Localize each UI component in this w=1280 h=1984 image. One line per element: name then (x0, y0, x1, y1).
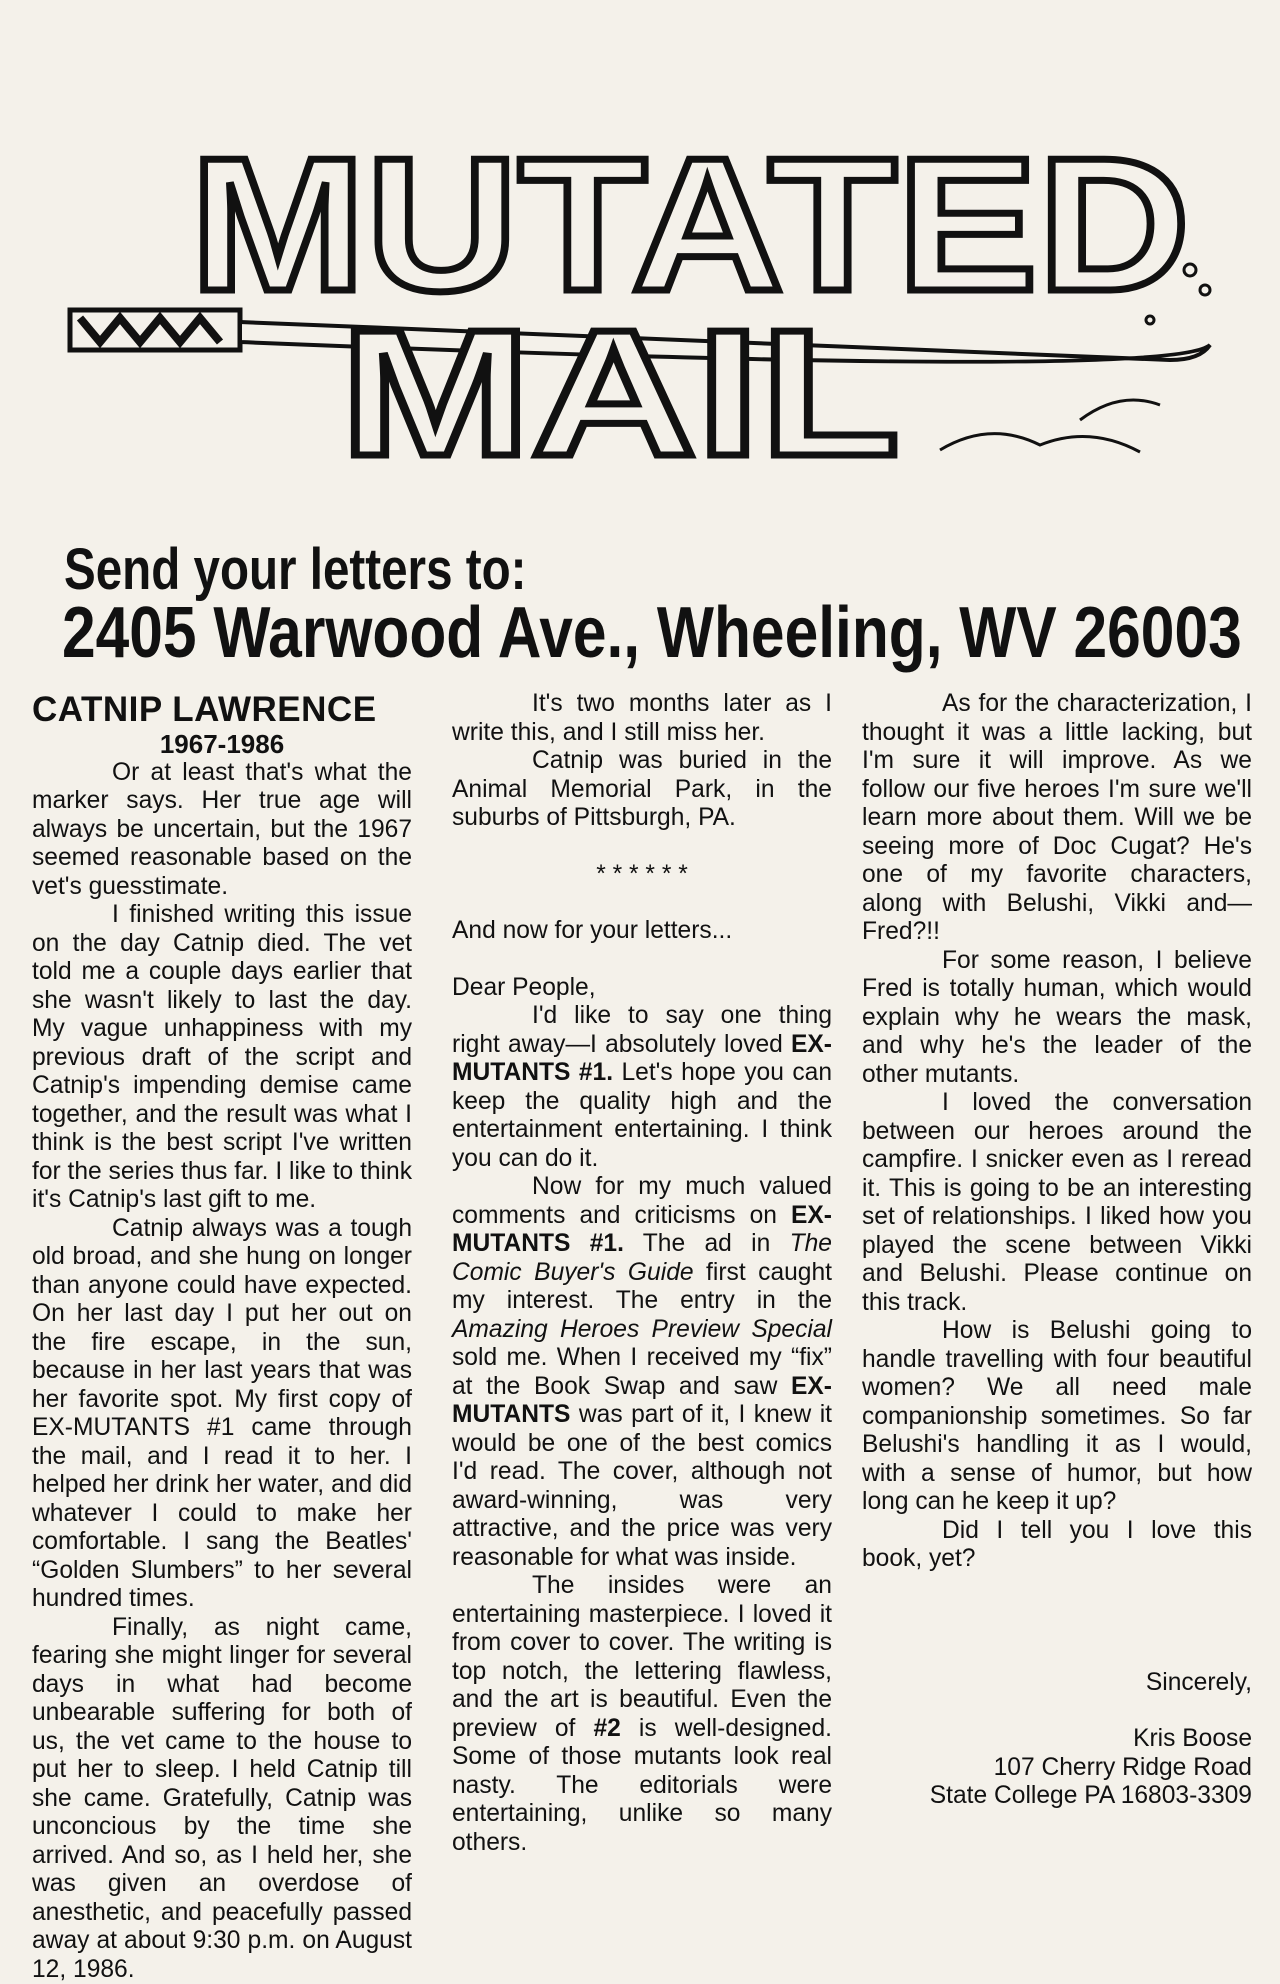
letter-paragraph: The insides were an entertaining masterpiece. I loved it from cover to cover. The writing is top notch, the lettering flawless, and the art is beautiful. Even the preview of #2 is well-designed. Some of those mutants look real nasty. The editorials were entertaining, unlike so many others. (452, 1572, 832, 1857)
send-letters-heading: Send your letters to: (64, 536, 526, 603)
obituary-paragraph: Finally, as night came, fearing she might linger for several days in what had become unbearable suffering for both of us, the vet came to the house to put her to sleep. I held Catnip till she came. Gratefully, Catnip was unconcious by the time she arrived. And so, as I held her, she was given an overdose of anesthetic, and peacefully passed away at about 9:30 p.m. on August 12, 1986. (32, 1614, 412, 1984)
letter-author-city: State College PA 16803-3309 (862, 1782, 1252, 1811)
letter-paragraph: I loved the conversation between our heroes around the campfire. I snicker even as I reread it. This is going to be an interesting set of relationships. I liked how you played the scene between Vikki and Belushi. Please continue on this track. (862, 1089, 1252, 1317)
column-2-content (452, 690, 832, 1857)
obituary-paragraph: Catnip always was a tough old broad, and she hung on longer than anyone could have expected. On her last day I put her out on the fire escape, in the sun, because in her last years that was her favorite spot. My first copy of EX-MUTANTS #1 came through the mail, and I read it to her. I helped her drink her water, and did whatever I could to make her comfortable. I sang the Beatles' “Golden Slumbers” to her several hundred times. (32, 1215, 412, 1614)
obituary-title: CATNIP LAWRENCE (32, 690, 412, 730)
letter-closing: Sincerely, (862, 1669, 1252, 1698)
logo-line2: MAIL (340, 293, 900, 490)
obituary-years: 1967-1986 (32, 730, 412, 759)
letter-paragraph: Now for my much valued comments and criticisms on EX-MUTANTS #1. The ad in The Comic Buyer's Guide first caught my interest. The entry in the Amazing Heroes Preview Special sold me. When I received my “fix” at the Book Swap and saw EX-MUTANTS was part of it, I knew it would be one of the best comics I'd read. The cover, although not award-winning, was very attractive, and the price was very reasonable for what was inside. (452, 1173, 832, 1572)
column-3 (862, 690, 1252, 1811)
obituary-paragraph: Or at least that's what the marker says. Her true age will always be uncertain, but the 1967 seemed reasonable based on the vet's guesstimate. (32, 759, 412, 902)
letter-paragraph: Did I tell you I love this book, yet? (862, 1517, 1252, 1574)
letter-paragraph: How is Belushi going to handle travelling with four beautiful women? We all need male companionship sometimes. So far Belushi's handling it as I would, with a sense of humor, but how long can he keep it up? (862, 1317, 1252, 1517)
letter-salutation: Dear People, (452, 974, 832, 1003)
mailing-address: 2405 Warwood Ave., Wheeling, WV 26003 (62, 592, 1242, 674)
letter-paragraph: As for the characterization, I thought it was a little lacking, but I'm sure it will improve. As we follow our five heroes I'm sure we'll learn more about them. Will we be seeing more of Doc Cugat? He's one of my favorite characters, along with Belushi, Vikki and—Fred?!! (862, 690, 1252, 947)
obituary-paragraph: Catnip was buried in the Animal Memorial Park, in the suburbs of Pittsburgh, PA. (452, 747, 832, 833)
letters-intro: And now for your letters... (452, 917, 832, 946)
section-divider-stars: * * * * * * (452, 861, 832, 890)
obituary-paragraph: I finished writing this issue on the day Catnip died. The vet told me a couple days earlier that she wasn't likely to last the day. My vague unhappiness with my previous draft of the script and Catnip's impending demise came together, and the result was what I think is the best script I've written for the series thus far. I like to think it's Catnip's last gift to me. (32, 901, 412, 1215)
letter-author-name: Kris Boose (862, 1725, 1252, 1754)
letter-paragraph: For some reason, I believe Fred is totally human, which would explain why he wears the mask, and why he's the leader of the other mutants. (862, 947, 1252, 1090)
letter-author-street: 107 Cherry Ridge Road (862, 1754, 1252, 1783)
logo-line1: MUTATED (190, 119, 1190, 331)
column-1 (32, 690, 412, 1984)
letter-paragraph: I'd like to say one thing right away—I absolutely loved EX-MUTANTS #1. Let's hope you can keep the quality high and the entertainment entertaining. I think you can do it. (452, 1002, 832, 1173)
obituary-paragraph: It's two months later as I write this, and I still miss her. (452, 690, 832, 747)
mutated-mail-logo (40, 60, 1240, 490)
